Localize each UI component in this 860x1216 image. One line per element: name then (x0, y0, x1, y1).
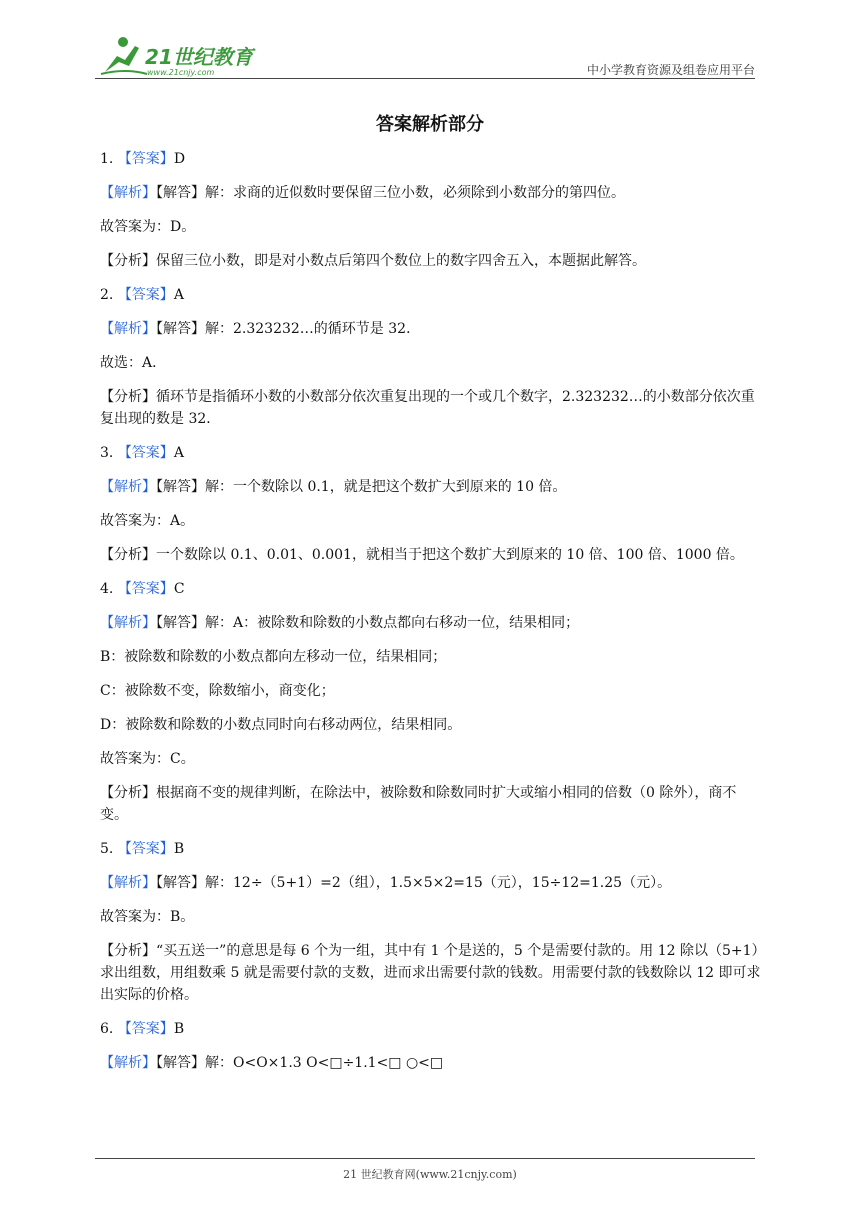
explanation-line (100, 612, 762, 646)
question-number: 3. (100, 445, 118, 461)
explanation-line (100, 872, 762, 906)
explanation-line (100, 1052, 762, 1086)
line-text: 【分析】根据商不变的规律判断，在除法中，被除数和除数同时扩大或缩小相同的倍数（0 除外），商不变。 (100, 785, 737, 823)
label-tag: 【解析】 (100, 615, 156, 631)
footer-text: 21 世纪教育网(www.21cnjy.com) (343, 1168, 517, 1181)
line-text: B (173, 1021, 185, 1037)
question-answer-line (100, 442, 762, 476)
line-text: D：被除数和除数的小数点同时向右移动两位，结果相同。 (100, 717, 462, 733)
line-text: 【解答】解：A：被除数和除数的小数点都向右移动一位，结果相同； (156, 615, 580, 631)
label-tag: 【解析】 (100, 321, 156, 337)
line-text: C (173, 581, 185, 597)
question-answer-line (100, 578, 762, 612)
label-tag: 【答案】 (117, 1021, 174, 1037)
question-number: 1. (100, 151, 118, 167)
line-text: C：被除数不变，除数缩小，商变化； (100, 683, 335, 699)
explanation-line (100, 544, 762, 578)
explanation-line (100, 940, 762, 1018)
line-text: 【解答】解：一个数除以 0.1，就是把这个数扩大到原来的 10 倍。 (156, 479, 567, 495)
answer-content (100, 148, 762, 1086)
label-tag: 【答案】 (117, 841, 174, 857)
header-platform-text: 中小学教育资源及组卷应用平台 (586, 63, 755, 77)
line-text: D (173, 151, 186, 167)
svg-text:www.21cnjy.com: www.21cnjy.com (147, 68, 215, 77)
explanation-line (100, 646, 762, 680)
line-text: 故选：A． (100, 355, 167, 371)
explanation-line (100, 250, 762, 284)
label-tag: 【答案】 (117, 445, 174, 461)
header-divider (95, 78, 755, 79)
explanation-line (100, 182, 762, 216)
line-text: 【解答】解：2.323232…的循环节是 32． (156, 321, 421, 337)
label-tag: 【解析】 (100, 875, 156, 891)
footer-divider (95, 1158, 755, 1159)
question-number: 2. (100, 287, 118, 303)
svg-text:21世纪教育: 21世纪教育 (145, 45, 253, 69)
question-answer-line (100, 148, 762, 182)
label-tag: 【答案】 (117, 287, 174, 303)
explanation-line (100, 386, 762, 442)
question-answer-line (100, 284, 762, 318)
line-text: 故答案为：A。 (100, 513, 195, 529)
label-tag: 【解析】 (100, 1055, 156, 1071)
line-text: 【分析】一个数除以 0.1、0.01、0.001，就相当于把这个数扩大到原来的 10 倍、100 倍、1000 倍。 (100, 547, 744, 563)
line-text: 【分析】保留三位小数，即是对小数点后第四个数位上的数字四舍五入，本题据此解答。 (100, 253, 646, 269)
line-text: 故答案为：D。 (100, 219, 196, 235)
line-text: B：被除数和除数的小数点都向左移动一位，结果相同； (100, 649, 447, 665)
explanation-line (100, 906, 762, 940)
explanation-line (100, 352, 762, 386)
page-title: 答案解析部分 (376, 114, 484, 135)
line-text: 故答案为：B。 (100, 909, 195, 925)
line-text: 故答案为：C。 (100, 751, 195, 767)
question-answer-line (100, 1018, 762, 1052)
line-text: 【分析】“买五送一”的意思是每 6 个为一组，其中有 1 个是送的，5 个是需要付款的。用 12 除以（5+1）求出组数，用组数乘 5 就是需要付款的支数，进而求出需要付款的钱数。用需要付款的钱数除以 12 即可求出实际的价格。 (100, 943, 761, 1003)
explanation-line (100, 782, 762, 838)
logo (95, 34, 265, 78)
explanation-line (100, 748, 762, 782)
line-text: 【解答】解：O<O×1.3 O<□÷1.1<□ ○<□ (156, 1055, 444, 1071)
label-tag: 【答案】 (117, 151, 174, 167)
explanation-line (100, 318, 762, 352)
page-header (95, 30, 755, 80)
line-text: 【解答】解：12÷（5+1）=2（组），1.5×5×2=15（元），15÷12=1.25（元）。 (156, 875, 672, 891)
label-tag: 【解析】 (100, 185, 156, 201)
line-text: A (173, 287, 184, 303)
line-text: 【解答】解：求商的近似数时要保留三位小数，必须除到小数部分的第四位。 (156, 185, 625, 201)
explanation-line (100, 714, 762, 748)
explanation-line (100, 216, 762, 250)
question-number: 6. (100, 1021, 118, 1037)
line-text: A (173, 445, 184, 461)
label-tag: 【解析】 (100, 479, 156, 495)
question-number: 4. (100, 581, 118, 597)
question-answer-line (100, 838, 762, 872)
question-number: 5. (100, 841, 118, 857)
explanation-line (100, 476, 762, 510)
explanation-line (100, 680, 762, 714)
label-tag: 【答案】 (117, 581, 174, 597)
line-text: 【分析】循环节是指循环小数的小数部分依次重复出现的一个或几个数字，2.323232…的小数部分依次重复出现的数是 32． (100, 389, 755, 427)
explanation-line (100, 510, 762, 544)
line-text: B (173, 841, 185, 857)
